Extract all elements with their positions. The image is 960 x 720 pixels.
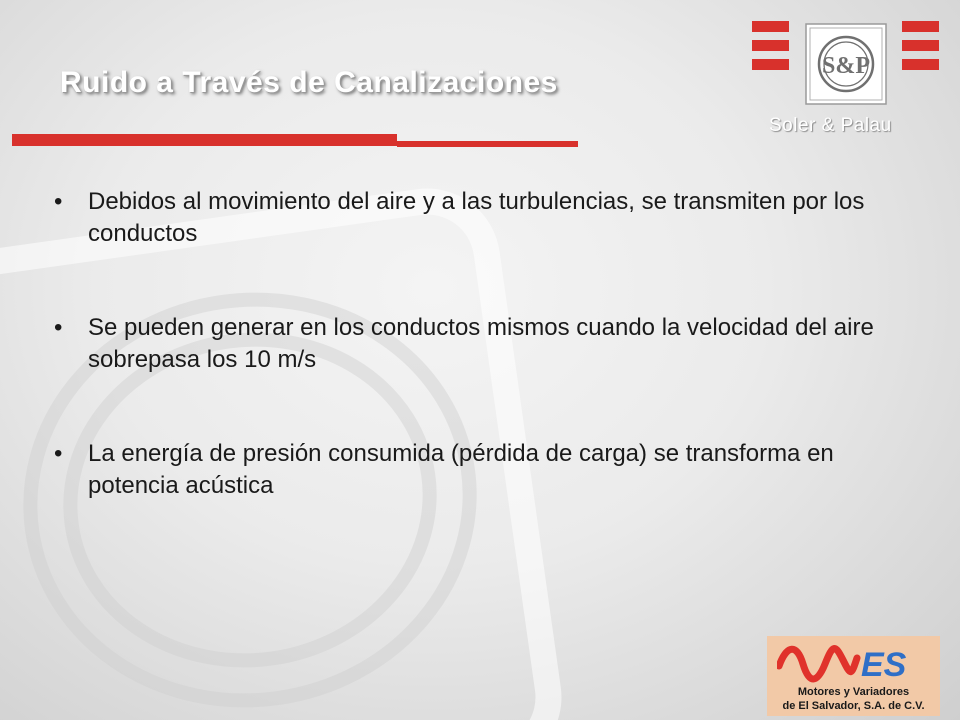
slide-title: Ruido a Través de Canalizaciones (60, 66, 558, 99)
bullet-text: Se pueden generar en los conductos mismos cuando la velocidad del aire sobrepasa los 10 m/s (88, 314, 874, 373)
title-underline-thick (12, 134, 397, 146)
partner-logo (767, 636, 940, 716)
bullet-item (50, 186, 900, 250)
bullet-text: Debidos al movimiento del aire y a las turbulencias, se transmiten por los conductos (88, 188, 865, 247)
bullet-item (50, 312, 900, 376)
monogram-text: S&P (822, 53, 870, 79)
bullet-marker: • (54, 314, 63, 341)
mvs-letters: ES (861, 646, 907, 684)
brand-name: Soler & Palau (769, 115, 892, 136)
partner-name-line1: Motores y Variadores (797, 686, 910, 698)
bullet-list (50, 186, 900, 564)
left-stripes-icon (752, 21, 789, 70)
title-underline-thin (397, 141, 578, 147)
right-stripes-icon (902, 21, 939, 70)
partner-name-line2: de El Salvador, S.A. de C.V. (782, 700, 925, 712)
mvs-wave-icon (777, 640, 927, 686)
bullet-text: La energía de presión consumida (pérdida de carga) se transforma en potencia acústica (88, 440, 834, 499)
bullet-item (50, 438, 900, 502)
bullet-marker: • (54, 440, 63, 467)
bullet-marker: • (54, 188, 63, 215)
